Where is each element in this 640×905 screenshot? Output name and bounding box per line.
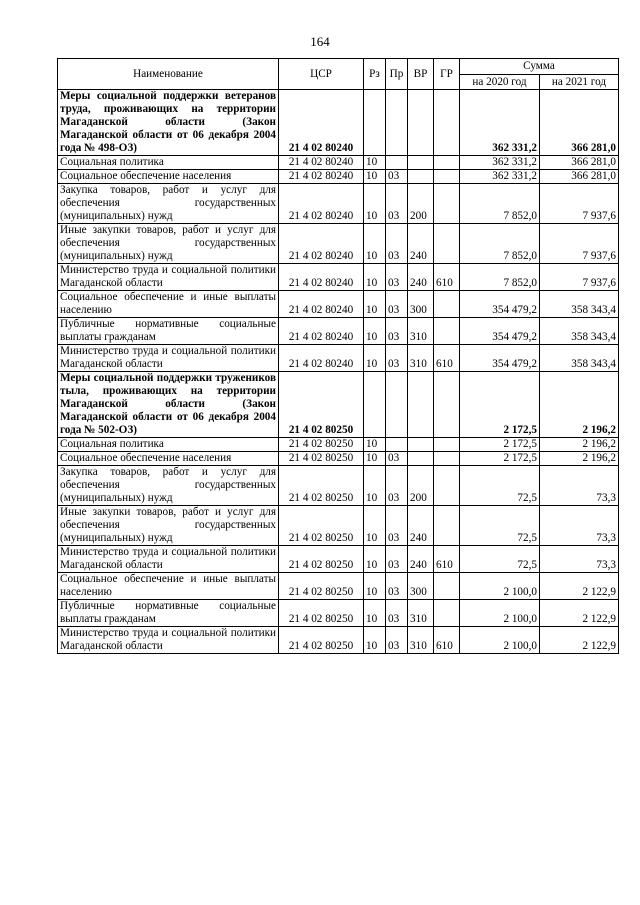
table-row <box>58 90 619 156</box>
row-vr: 310 <box>408 600 434 627</box>
row-vr: 240 <box>408 506 434 546</box>
row-amount-2021: 366 281,0 <box>540 170 619 184</box>
row-amount-2020: 2 172,5 <box>460 372 540 438</box>
row-pr: 03 <box>386 264 408 291</box>
row-name: Публичные нормативные социальные выплаты гражданам <box>58 318 279 345</box>
row-amount-2021: 2 196,2 <box>540 452 619 466</box>
header-year-2021: на 2021 год <box>540 75 619 90</box>
row-pr: 03 <box>386 573 408 600</box>
table-row <box>58 546 619 573</box>
row-csr: 21 4 02 80250 <box>279 573 364 600</box>
row-amount-2021: 2 122,9 <box>540 627 619 654</box>
header-rz: Рз <box>364 59 386 90</box>
row-csr: 21 4 02 80250 <box>279 627 364 654</box>
row-csr: 21 4 02 80240 <box>279 345 364 372</box>
row-name: Иные закупки товаров, работ и услуг для обеспечения государственных (муниципальных) нужд <box>58 506 279 546</box>
row-gr <box>434 438 460 452</box>
table-row <box>58 170 619 184</box>
row-pr: 03 <box>386 627 408 654</box>
row-amount-2021: 7 937,6 <box>540 184 619 224</box>
row-vr: 300 <box>408 291 434 318</box>
row-name: Министерство труда и социальной политики Магаданской области <box>58 264 279 291</box>
table-row <box>58 466 619 506</box>
row-pr: 03 <box>386 452 408 466</box>
row-vr <box>408 156 434 170</box>
row-csr: 21 4 02 80250 <box>279 546 364 573</box>
row-vr <box>408 372 434 438</box>
table-row <box>58 452 619 466</box>
row-gr <box>434 224 460 264</box>
row-amount-2021: 358 343,4 <box>540 291 619 318</box>
row-name: Публичные нормативные социальные выплаты гражданам <box>58 600 279 627</box>
row-gr <box>434 573 460 600</box>
row-pr <box>386 372 408 438</box>
row-amount-2021: 366 281,0 <box>540 90 619 156</box>
table-row <box>58 600 619 627</box>
row-gr <box>434 184 460 224</box>
row-amount-2020: 7 852,0 <box>460 264 540 291</box>
row-vr <box>408 452 434 466</box>
row-name: Министерство труда и социальной политики Магаданской области <box>58 627 279 654</box>
header-sum: Сумма <box>460 59 619 75</box>
row-name: Социальная политика <box>58 438 279 452</box>
row-pr: 03 <box>386 345 408 372</box>
row-amount-2021: 7 937,6 <box>540 224 619 264</box>
row-rz: 10 <box>364 184 386 224</box>
row-gr <box>434 452 460 466</box>
row-vr <box>408 438 434 452</box>
row-csr: 21 4 02 80250 <box>279 452 364 466</box>
row-gr: 610 <box>434 345 460 372</box>
row-amount-2020: 7 852,0 <box>460 184 540 224</box>
budget-table <box>57 58 619 654</box>
row-pr: 03 <box>386 224 408 264</box>
row-amount-2020: 7 852,0 <box>460 224 540 264</box>
row-gr: 610 <box>434 627 460 654</box>
table-row <box>58 224 619 264</box>
row-pr: 03 <box>386 466 408 506</box>
row-vr: 240 <box>408 546 434 573</box>
row-amount-2020: 2 172,5 <box>460 452 540 466</box>
page-number: 164 <box>310 34 330 49</box>
row-amount-2020: 362 331,2 <box>460 156 540 170</box>
row-name: Закупка товаров, работ и услуг для обеспечения государственных (муниципальных) нужд <box>58 184 279 224</box>
row-name: Министерство труда и социальной политики Магаданской области <box>58 345 279 372</box>
row-pr: 03 <box>386 184 408 224</box>
row-name: Социальная политика <box>58 156 279 170</box>
row-rz: 10 <box>364 438 386 452</box>
row-pr: 03 <box>386 318 408 345</box>
row-gr <box>434 90 460 156</box>
row-gr <box>434 291 460 318</box>
row-amount-2021: 358 343,4 <box>540 318 619 345</box>
row-csr: 21 4 02 80250 <box>279 466 364 506</box>
row-pr <box>386 156 408 170</box>
row-rz <box>364 90 386 156</box>
row-rz: 10 <box>364 627 386 654</box>
row-name: Социальное обеспечение и иные выплаты населению <box>58 573 279 600</box>
header-name: Наименование <box>58 59 279 90</box>
row-csr: 21 4 02 80240 <box>279 170 364 184</box>
row-gr <box>434 170 460 184</box>
row-name: Закупка товаров, работ и услуг для обеспечения государственных (муниципальных) нужд <box>58 466 279 506</box>
row-amount-2020: 2 100,0 <box>460 573 540 600</box>
row-gr <box>434 318 460 345</box>
row-name: Меры социальной поддержки тружеников тыла, проживающих на территории Магаданской области (Закон Магаданской области от 06 декабря 2004 года № 502-ОЗ) <box>58 372 279 438</box>
row-csr: 21 4 02 80240 <box>279 90 364 156</box>
header-gr: ГР <box>434 59 460 90</box>
row-csr: 21 4 02 80250 <box>279 600 364 627</box>
row-csr: 21 4 02 80250 <box>279 372 364 438</box>
header-csr: ЦСР <box>279 59 364 90</box>
table-row <box>58 345 619 372</box>
row-amount-2020: 2 100,0 <box>460 600 540 627</box>
table-body <box>58 90 619 654</box>
row-gr: 610 <box>434 264 460 291</box>
row-vr: 310 <box>408 345 434 372</box>
row-vr: 200 <box>408 466 434 506</box>
row-amount-2021: 73,3 <box>540 506 619 546</box>
row-gr <box>434 466 460 506</box>
row-rz: 10 <box>364 506 386 546</box>
row-gr <box>434 600 460 627</box>
row-rz <box>364 372 386 438</box>
row-amount-2021: 366 281,0 <box>540 156 619 170</box>
row-amount-2021: 358 343,4 <box>540 345 619 372</box>
row-csr: 21 4 02 80240 <box>279 291 364 318</box>
row-csr: 21 4 02 80240 <box>279 156 364 170</box>
header-year-2020: на 2020 год <box>460 75 540 90</box>
row-gr <box>434 156 460 170</box>
row-name: Социальное обеспечение населения <box>58 452 279 466</box>
row-amount-2021: 73,3 <box>540 546 619 573</box>
row-pr: 03 <box>386 291 408 318</box>
table-row <box>58 184 619 224</box>
row-name: Иные закупки товаров, работ и услуг для обеспечения государственных (муниципальных) нужд <box>58 224 279 264</box>
row-pr: 03 <box>386 600 408 627</box>
row-pr <box>386 90 408 156</box>
row-name: Министерство труда и социальной политики Магаданской области <box>58 546 279 573</box>
row-rz: 10 <box>364 170 386 184</box>
table-row <box>58 372 619 438</box>
row-vr: 310 <box>408 318 434 345</box>
row-amount-2021: 2 122,9 <box>540 600 619 627</box>
row-rz: 10 <box>364 452 386 466</box>
row-csr: 21 4 02 80250 <box>279 506 364 546</box>
row-gr <box>434 506 460 546</box>
table-row <box>58 156 619 170</box>
row-rz: 10 <box>364 156 386 170</box>
row-name: Социальное обеспечение населения <box>58 170 279 184</box>
row-amount-2020: 2 172,5 <box>460 438 540 452</box>
row-amount-2020: 354 479,2 <box>460 291 540 318</box>
row-csr: 21 4 02 80240 <box>279 184 364 224</box>
row-csr: 21 4 02 80240 <box>279 318 364 345</box>
row-amount-2020: 354 479,2 <box>460 345 540 372</box>
row-amount-2021: 2 196,2 <box>540 438 619 452</box>
row-name: Социальное обеспечение и иные выплаты населению <box>58 291 279 318</box>
row-amount-2020: 362 331,2 <box>460 90 540 156</box>
row-amount-2021: 73,3 <box>540 466 619 506</box>
row-rz: 10 <box>364 264 386 291</box>
row-rz: 10 <box>364 600 386 627</box>
row-vr: 300 <box>408 573 434 600</box>
table-row <box>58 318 619 345</box>
row-pr: 03 <box>386 546 408 573</box>
table-row <box>58 627 619 654</box>
row-amount-2021: 2 122,9 <box>540 573 619 600</box>
row-rz: 10 <box>364 466 386 506</box>
row-rz: 10 <box>364 291 386 318</box>
table-row <box>58 506 619 546</box>
row-amount-2020: 72,5 <box>460 506 540 546</box>
row-rz: 10 <box>364 224 386 264</box>
row-gr: 610 <box>434 546 460 573</box>
row-gr <box>434 372 460 438</box>
row-rz: 10 <box>364 546 386 573</box>
row-pr: 03 <box>386 506 408 546</box>
row-vr: 240 <box>408 224 434 264</box>
table-row <box>58 438 619 452</box>
row-amount-2021: 7 937,6 <box>540 264 619 291</box>
row-csr: 21 4 02 80240 <box>279 224 364 264</box>
row-vr: 240 <box>408 264 434 291</box>
row-amount-2020: 362 331,2 <box>460 170 540 184</box>
row-rz: 10 <box>364 318 386 345</box>
row-pr <box>386 438 408 452</box>
row-vr <box>408 90 434 156</box>
row-pr: 03 <box>386 170 408 184</box>
row-amount-2020: 72,5 <box>460 466 540 506</box>
row-amount-2020: 72,5 <box>460 546 540 573</box>
row-rz: 10 <box>364 573 386 600</box>
row-csr: 21 4 02 80250 <box>279 438 364 452</box>
table-row <box>58 264 619 291</box>
row-amount-2021: 2 196,2 <box>540 372 619 438</box>
row-amount-2020: 2 100,0 <box>460 627 540 654</box>
table-row <box>58 291 619 318</box>
row-name: Меры социальной поддержки ветеранов труда, проживающих на территории Магаданской области (Закон Магаданской области от 06 декабря 2004 года № 498-ОЗ) <box>58 90 279 156</box>
row-rz: 10 <box>364 345 386 372</box>
row-vr <box>408 170 434 184</box>
row-vr: 310 <box>408 627 434 654</box>
row-amount-2020: 354 479,2 <box>460 318 540 345</box>
header-vr: ВР <box>408 59 434 90</box>
table-row <box>58 573 619 600</box>
header-pr: Пр <box>386 59 408 90</box>
row-vr: 200 <box>408 184 434 224</box>
row-csr: 21 4 02 80240 <box>279 264 364 291</box>
